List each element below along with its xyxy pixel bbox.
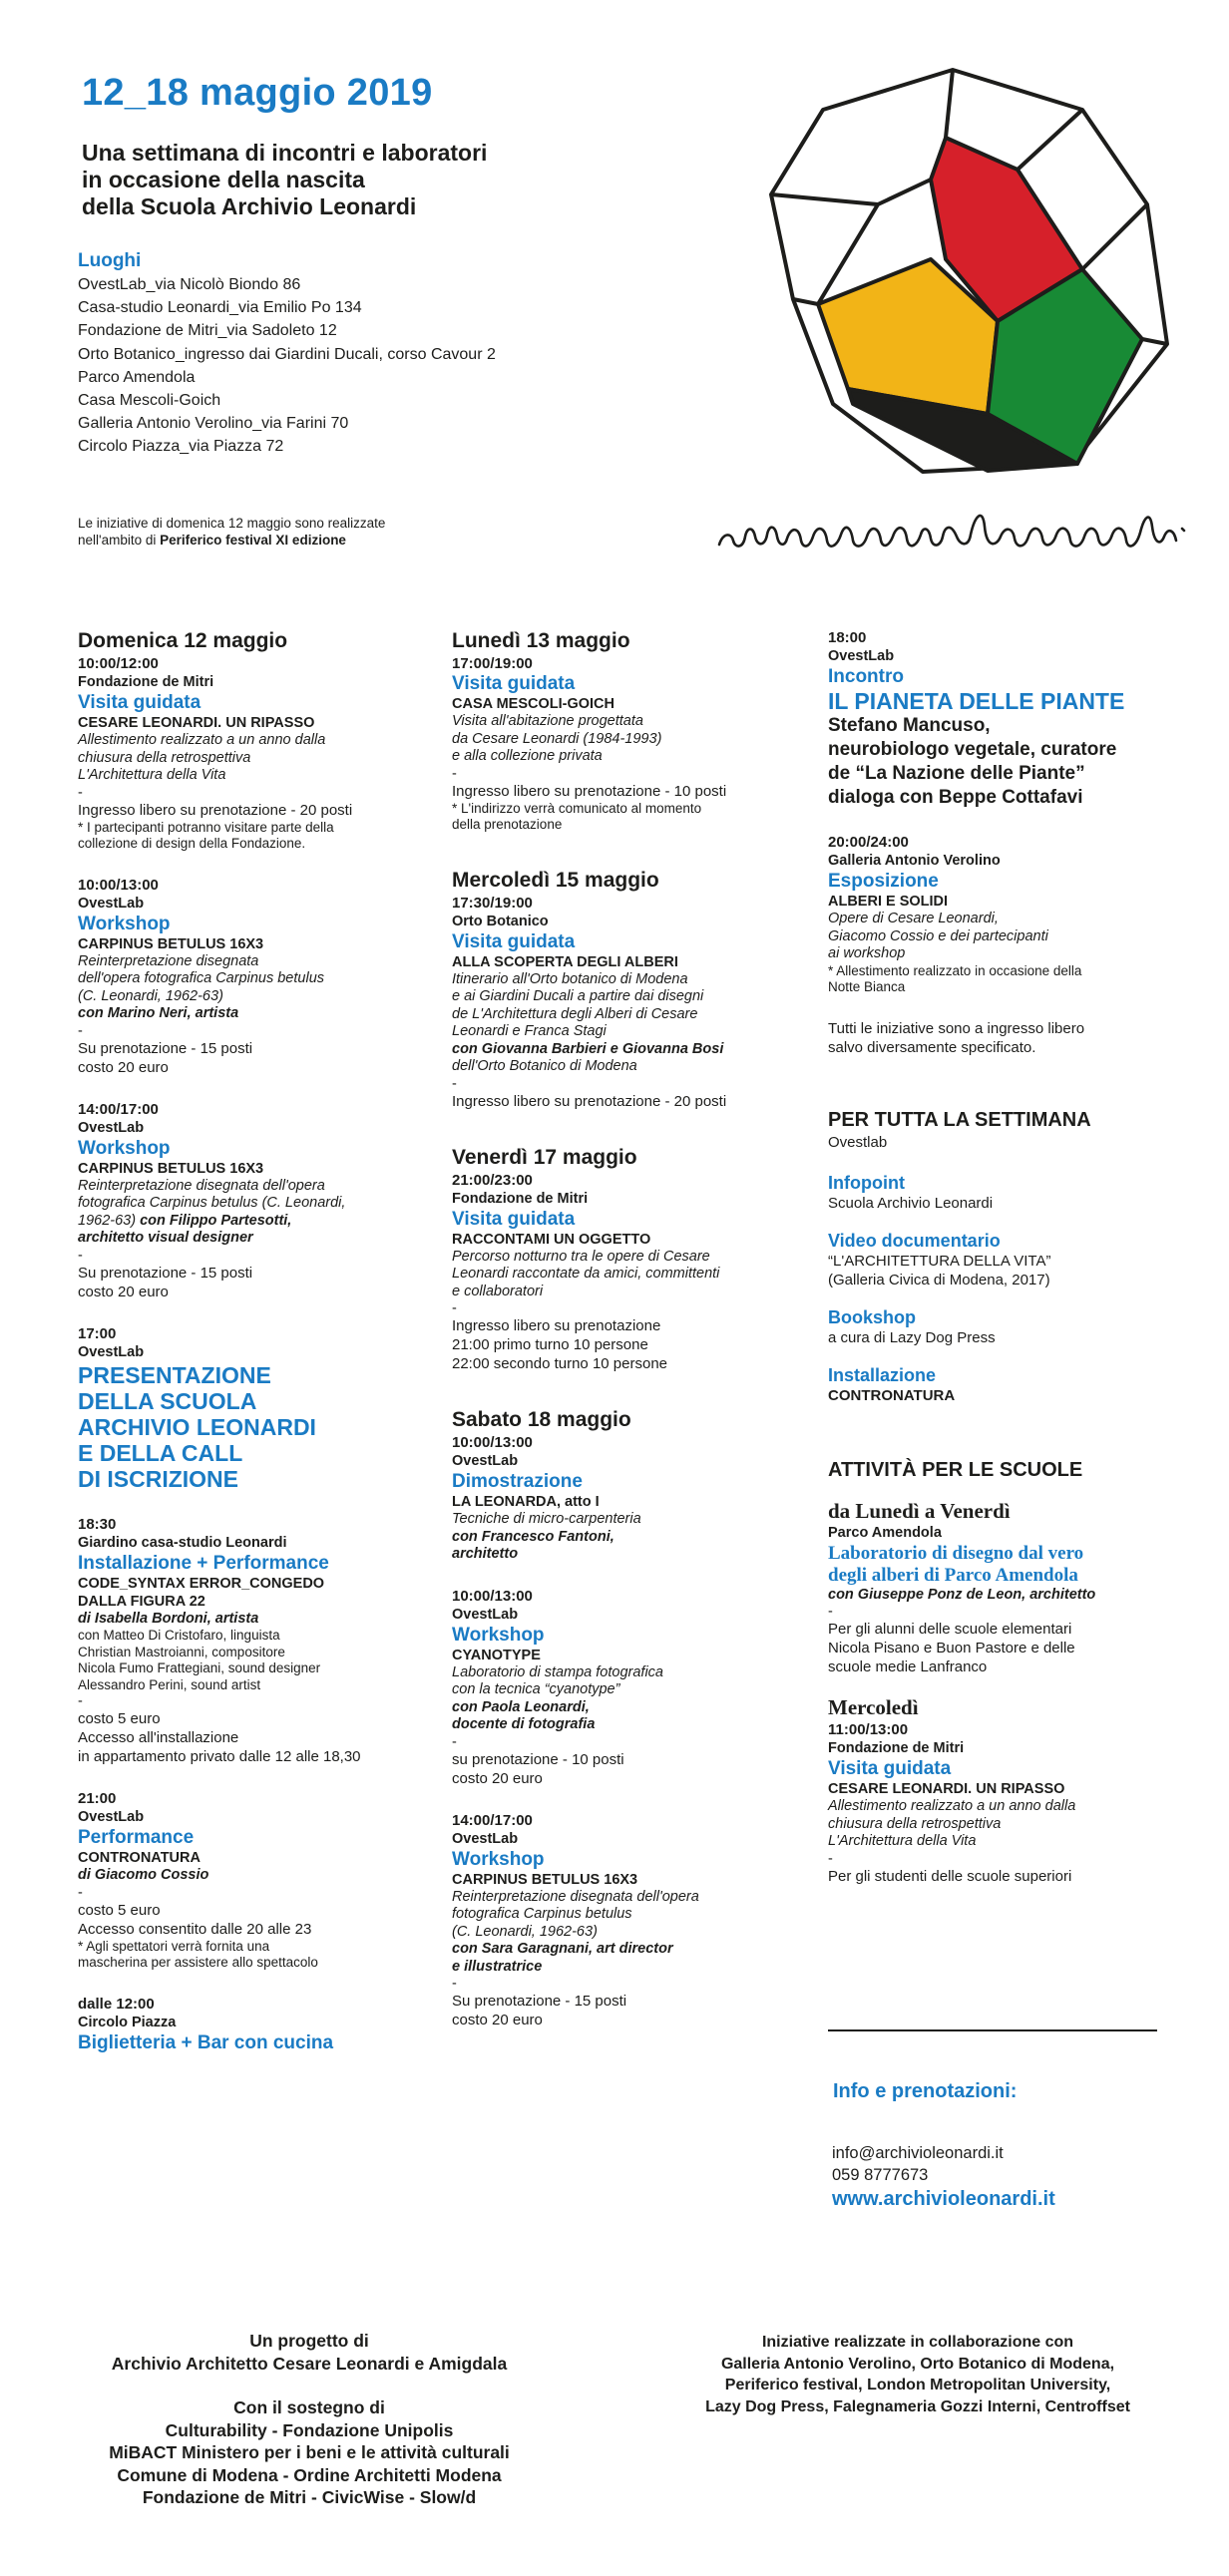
credit-line: Culturability - Fondazione Unipolis [165, 2419, 454, 2440]
event-type: Biglietteria + Bar con cucina [78, 2031, 334, 2053]
event-byline: con Giuseppe Ponz de Leon, architetto [828, 1586, 1096, 1603]
spacer [60, 2375, 559, 2396]
event-info: in appartamento privato dalle 12 alle 18,30 [78, 1748, 361, 1765]
week-item [828, 1306, 1187, 1347]
school-event [828, 1694, 1187, 1886]
credit-line: Periferico festival, London Metropolitan University, [724, 2377, 1111, 2393]
event [78, 654, 422, 853]
event-desc: chiusura della retrospettiva [828, 1815, 1002, 1832]
event-time: 14:00/17:00 [452, 1811, 533, 1829]
event-title: CYANOTYPE [452, 1647, 541, 1663]
event-speaker: Stefano Mancuso, [828, 715, 991, 736]
week-item-text: Scuola Archivio Leonardi [828, 1194, 994, 1212]
event-byline: di Isabella Bordoni, artista [78, 1610, 259, 1627]
event-type: Visita guidata [828, 1758, 952, 1779]
event-place: Circolo Piazza [78, 2014, 177, 2030]
event-note: mascherina per assistere allo spettacolo [78, 1955, 318, 1970]
column-weekdays [452, 628, 791, 2052]
event-info: costo 20 euro [78, 1283, 169, 1300]
separator-dash: - [78, 1884, 83, 1901]
event-byline: docente di fotografia [452, 1716, 596, 1732]
separator-dash: - [78, 1247, 83, 1264]
free-entry-note [828, 1019, 1187, 1057]
event-title: RACCONTAMI UN OGGETTO [452, 1231, 651, 1248]
event-desc: da Cesare Leonardi (1984-1993) [452, 730, 662, 747]
venue-item: Circolo Piazza_via Piazza 72 [78, 438, 284, 456]
event-type: Performance [78, 1827, 195, 1848]
event-info: Per gli studenti delle scuole superiori [828, 1867, 1072, 1885]
separator-dash: - [452, 1733, 457, 1750]
event-desc: (C. Leonardi, 1962-63) [78, 987, 223, 1004]
subtitle-line: Una settimana di incontri e laboratori [82, 140, 488, 166]
event-place: Galleria Antonio Verolino [828, 853, 1001, 869]
venue-item: Parco Amendola [78, 368, 196, 386]
event-desc: Opere di Cesare Leonardi, [828, 911, 999, 926]
week-item-text: “L'ARCHITETTURA DELLA VITA” [828, 1252, 1051, 1270]
event-type: Visita guidata [452, 1208, 576, 1230]
credit-line: Galleria Antonio Verolino, Orto Botanico di Modena, [720, 2355, 1115, 2373]
note-line: salvo diversamente specificato. [828, 1038, 1036, 1056]
note-line: Tutti le iniziative sono a ingresso libero [828, 1019, 1085, 1037]
event-title: CODE_SYNTAX ERROR_CONGEDO [78, 1575, 325, 1592]
note-text: nell'ambito di [78, 533, 161, 548]
event-title: Laboratorio di disegno dal vero [828, 1542, 1084, 1564]
event-desc: ai workshop [828, 945, 906, 961]
event-subtitle [82, 140, 640, 220]
credits-left [60, 2330, 559, 2509]
separator-dash: - [828, 1604, 833, 1620]
event-desc: dell'Orto Botanico di Modena [452, 1058, 637, 1074]
event-desc: L'Architettura della Vita [78, 767, 226, 783]
credit-line: Lazy Dog Press, Falegnameria Gozzi Interni, Centroffset [705, 2397, 1130, 2415]
event-byline: con Sara Garagnani, art director [452, 1941, 673, 1957]
separator-dash: - [452, 1976, 457, 1992]
event-place: Giardino casa-studio Leonardi [78, 1534, 287, 1551]
event [78, 1789, 422, 1972]
event-info: Su prenotazione - 15 posti [452, 1993, 627, 2010]
venue-item: Casa-studio Leonardi_via Emilio Po 134 [78, 299, 362, 317]
credit-line: Con il sostegno di [233, 2397, 385, 2417]
event-title: CARPINUS BETULUS 16X3 [452, 1871, 638, 1888]
event-desc: Leonardi raccontate da amici, committenti [452, 1266, 720, 1282]
event-note: della prenotazione [452, 817, 563, 832]
credit-line: Comune di Modena - Ordine Architetti Modena [117, 2464, 502, 2485]
event [78, 1995, 422, 2054]
event-byline: con Giovanna Barbieri e Giovanna Bosi [452, 1040, 724, 1057]
event-info: costo 20 euro [452, 2012, 543, 2028]
event-desc: Allestimento realizzato a un anno dalla [78, 732, 326, 748]
event [452, 1811, 791, 2030]
event-byline: con Paola Leonardi, [452, 1698, 590, 1715]
contact-email[interactable]: info@archivioleonardi.it [832, 2144, 1004, 2162]
event-title: CESARE LEONARDI. UN RIPASSO [78, 715, 315, 731]
week-item [828, 1172, 1187, 1213]
event-byline: con Filippo Partesotti, [140, 1212, 292, 1229]
venue-item: Casa Mescoli-Goich [78, 392, 221, 410]
week-item-type: Bookshop [828, 1306, 916, 1327]
event-info: 22:00 secondo turno 10 persone [452, 1355, 667, 1372]
event-type: Visita guidata [452, 930, 576, 952]
dodecahedron-logo-icon [753, 60, 1172, 489]
day-heading: Sabato 18 maggio [452, 1408, 631, 1431]
event-place: OvestLab [452, 1830, 519, 1847]
event-time: 18:30 [78, 1515, 117, 1533]
school-event [828, 1498, 1187, 1677]
note-line [78, 532, 497, 549]
event-type: Dimostrazione [452, 1471, 583, 1492]
event [452, 654, 791, 834]
event-desc: dell'opera fotografica Carpinus betulus [78, 970, 325, 986]
event [78, 1324, 422, 1492]
festival-name: Periferico festival XI edizione [160, 533, 346, 548]
event-speaker: dialoga con Beppe Cottafavi [828, 787, 1083, 808]
column-sunday [78, 628, 422, 2077]
separator-dash: - [452, 765, 457, 782]
event-desc: fotografica Carpinus betulus [452, 1906, 632, 1922]
event-title: CARPINUS BETULUS 16X3 [78, 935, 264, 952]
event-time: 11:00/13:00 [828, 1721, 909, 1738]
event-speaker: de “La Nazione delle Piante” [828, 763, 1085, 784]
event-desc-text: 1962-63) [78, 1212, 141, 1229]
event-place: Fondazione de Mitri [78, 674, 214, 690]
separator-dash: - [452, 1300, 457, 1316]
contact-website[interactable]: www.archivioleonardi.it [832, 2188, 1055, 2210]
event-time: 18:00 [828, 629, 867, 646]
event-byline: e illustratrice [452, 1958, 543, 1975]
credit-line: MiBACT Ministero per i beni e le attività culturali [109, 2442, 510, 2462]
event-place: OvestLab [78, 1809, 145, 1825]
event-byline: di Giacomo Cossio [78, 1867, 209, 1883]
subtitle-line: in occasione della nascita [82, 167, 365, 192]
event-place: Parco Amendola [828, 1524, 942, 1541]
divider [828, 2029, 1157, 2031]
event-place: Orto Botanico [452, 913, 549, 929]
event-time: 17:00 [78, 1324, 117, 1342]
event-credit: Christian Mastroianni, compositore [78, 1644, 285, 1659]
event-info: Ingresso libero su prenotazione - 20 posti [78, 801, 353, 819]
separator-dash: - [452, 1075, 457, 1092]
week-item-text: a cura di Lazy Dog Press [828, 1328, 996, 1346]
event-place: Fondazione de Mitri [828, 1740, 965, 1756]
event-info: costo 5 euro [78, 1710, 161, 1727]
event-desc: chiusura della retrospettiva [78, 749, 251, 766]
event-desc: Percorso notturno tra le opere di Cesare [452, 1248, 710, 1265]
venue-item: OvestLab_via Nicolò Biondo 86 [78, 276, 301, 293]
contact-block [832, 2142, 1055, 2212]
event-note: Notte Bianca [828, 979, 906, 994]
credit-line: Fondazione de Mitri - CivicWise - Slow/d [142, 2487, 477, 2507]
event-desc: fotografica Carpinus betulus (C. Leonardi, [78, 1195, 346, 1211]
event-desc: Reinterpretazione disegnata dell'opera [78, 1177, 325, 1194]
event-type: Visita guidata [452, 673, 576, 694]
event-type: Installazione + Performance [78, 1552, 329, 1574]
week-item-type: Video documentario [828, 1230, 1001, 1251]
event-title: DALLA FIGURA 22 [78, 1593, 205, 1610]
event-info: 21:00 primo turno 10 persone [452, 1336, 648, 1353]
event-time: 17:30/19:00 [452, 894, 533, 912]
event-info: Ingresso libero su prenotazione - 20 posti [452, 1092, 727, 1110]
section-place: Ovestlab [828, 1133, 888, 1151]
event-desc: Laboratorio di stampa fotografica [452, 1663, 663, 1680]
day-heading: da Lunedì a Venerdì [828, 1498, 1011, 1523]
event-info: Ingresso libero su prenotazione - 10 posti [452, 782, 727, 800]
event [452, 894, 791, 1111]
event-title: LA LEONARDA, atto I [452, 1494, 600, 1510]
event-credit: con Matteo Di Cristofaro, linguista [78, 1628, 280, 1643]
event-desc: Visita all'abitazione progettata [452, 713, 643, 729]
event-place: OvestLab [828, 648, 895, 664]
event-note: * L'indirizzo verrà comunicato al momento [452, 800, 702, 816]
event-desc: L'Architettura della Vita [828, 1833, 977, 1849]
event-time: dalle 12:00 [78, 1995, 155, 2013]
event-place: Fondazione de Mitri [452, 1190, 589, 1207]
event-info: Nicola Pisano e Buon Pastore e delle [828, 1640, 1075, 1656]
separator-dash: - [78, 1693, 83, 1709]
event-title-big: DI ISCRIZIONE [78, 1465, 239, 1492]
event-type: Esposizione [828, 871, 939, 892]
event-title: CASA MESCOLI-GOICH [452, 696, 614, 712]
week-item-text: CONTRONATURA [828, 1386, 956, 1404]
event-time: 10:00/12:00 [78, 655, 159, 672]
event-title: CARPINUS BETULUS 16X3 [78, 1160, 264, 1177]
event-desc: (C. Leonardi, 1962-63) [452, 1923, 598, 1940]
event-info: costo 5 euro [78, 1901, 161, 1919]
event-info: scuole medie Lanfranco [828, 1658, 988, 1675]
event-credit: Nicola Fumo Frattegiani, sound designer [78, 1660, 321, 1675]
credits-right [658, 2332, 1177, 2417]
event-note: collezione di design della Fondazione. [78, 836, 306, 851]
venues-list [78, 249, 676, 459]
event [78, 876, 422, 1077]
section-heading: ATTIVITÀ PER LE SCUOLE [828, 1458, 1083, 1481]
event-time: 10:00/13:00 [78, 876, 159, 894]
venue-item: Galleria Antonio Verolino_via Farini 70 [78, 415, 349, 433]
event-desc: de L'Architettura degli Alberi di Cesare [452, 1005, 698, 1022]
event-byline: architetto visual designer [78, 1230, 253, 1246]
event-desc: Reinterpretazione disegnata dell'opera [452, 1888, 699, 1905]
event-desc: Giacomo Cossio e dei partecipanti [828, 927, 1048, 944]
schools-section [828, 1457, 1187, 1886]
event [78, 1100, 422, 1301]
event-title: degli alberi di Parco Amendola [828, 1564, 1078, 1586]
event-speaker: neurobiologo vegetale, curatore [828, 739, 1117, 760]
credit-line: Un progetto di [249, 2331, 369, 2351]
venues-heading: Luoghi [78, 250, 142, 271]
column-extra [828, 628, 1187, 1886]
event-info: Su prenotazione - 15 posti [78, 1264, 253, 1282]
event-type: Workshop [452, 1848, 545, 1870]
week-item [828, 1230, 1187, 1289]
event [452, 1587, 791, 1788]
event-place: OvestLab [452, 1606, 519, 1623]
event-time: 10:00/13:00 [452, 1587, 533, 1605]
periferico-note [78, 515, 497, 549]
event-desc: e ai Giardini Ducali a partire dai disegni [452, 988, 704, 1004]
event-title-big: E DELLA CALL [78, 1439, 243, 1466]
event-time: 21:00 [78, 1790, 117, 1807]
week-item-type: Installazione [828, 1364, 937, 1385]
event [78, 1515, 422, 1767]
event-title: ALLA SCOPERTA DEGLI ALBERI [452, 953, 678, 970]
event-title-big: ARCHIVIO LEONARDI [78, 1413, 316, 1440]
event [828, 833, 1187, 996]
day-heading: Mercoledì [828, 1695, 919, 1719]
event-type: Incontro [828, 666, 904, 687]
event-desc: con la tecnica “cyanotype” [452, 1681, 620, 1697]
event-info: Accesso all'installazione [78, 1729, 239, 1746]
event-place: OvestLab [452, 1453, 519, 1469]
event [452, 1171, 791, 1374]
event-note: * Allestimento realizzato in occasione della [828, 962, 1082, 978]
event-place: OvestLab [78, 1343, 145, 1360]
event-info: costo 20 euro [452, 1769, 543, 1787]
event [452, 1433, 791, 1564]
week-item [828, 1364, 1187, 1405]
day-heading: Domenica 12 maggio [78, 629, 288, 652]
week-item-type: Infopoint [828, 1172, 905, 1193]
signature-wordmark [713, 497, 1192, 566]
event [828, 628, 1187, 810]
section-heading: PER TUTTA LA SETTIMANA [828, 1108, 1091, 1131]
venue-item: Orto Botanico_ingresso dai Giardini Ducali, corso Cavour 2 [78, 345, 496, 363]
separator-dash: - [828, 1850, 833, 1867]
event-info: Ingresso libero su prenotazione [452, 1317, 661, 1334]
event-info: Per gli alunni delle scuole elementari [828, 1621, 1072, 1638]
day-heading: Mercoledì 15 maggio [452, 868, 659, 892]
event-title-big: DELLA SCUOLA [78, 1387, 257, 1414]
day-heading: Lunedì 13 maggio [452, 629, 630, 652]
note-line: Le iniziative di domenica 12 maggio sono realizzate [78, 516, 386, 531]
event-time: 14:00/17:00 [78, 1100, 159, 1118]
event-byline: architetto [452, 1546, 519, 1562]
event-time: 20:00/24:00 [828, 834, 909, 851]
credit-line: Iniziative realizzate in collaborazione con [761, 2334, 1074, 2351]
event-type: Workshop [452, 1624, 545, 1646]
event-desc: e collaboratori [452, 1283, 544, 1299]
event-time: 21:00/23:00 [452, 1171, 533, 1189]
credit-line: Archivio Architetto Cesare Leonardi e Amigdala [111, 2353, 508, 2374]
week-item-text: (Galleria Civica di Modena, 2017) [828, 1271, 1050, 1288]
event-credit: Alessandro Perini, sound artist [78, 1676, 261, 1692]
event-note: * Agli spettatori verrà fornita una [78, 1938, 270, 1954]
event-place: OvestLab [78, 895, 145, 912]
event-desc: Reinterpretazione disegnata [78, 952, 259, 969]
event-desc: e alla collezione privata [452, 748, 603, 764]
event-desc: Tecniche di micro-carpenteria [452, 1511, 641, 1527]
event-info: Su prenotazione - 15 posti [78, 1039, 253, 1057]
event-dates: 12_18 maggio 2019 [82, 72, 433, 114]
event-byline: con Marino Neri, artista [78, 1005, 239, 1021]
week-section [828, 1107, 1187, 1405]
event-desc: Leonardi e Franca Stagi [452, 1023, 607, 1039]
subtitle-line: della Scuola Archivio Leonardi [82, 193, 417, 219]
event-type: Visita guidata [78, 692, 202, 713]
separator-dash: - [78, 784, 83, 801]
event-title: CESARE LEONARDI. UN RIPASSO [828, 1781, 1065, 1797]
event-title-big: PRESENTAZIONE [78, 1361, 271, 1388]
event-desc: Allestimento realizzato a un anno dalla [828, 1798, 1076, 1814]
event-title-big: IL PIANETA DELLE PIANTE [828, 688, 1125, 714]
event-type: Workshop [78, 913, 171, 934]
event-place: OvestLab [78, 1119, 145, 1136]
event-time: 17:00/19:00 [452, 655, 533, 672]
event-byline: con Francesco Fantoni, [452, 1528, 614, 1545]
event-title: ALBERI E SOLIDI [828, 894, 949, 910]
contact-phone[interactable]: 059 8777673 [832, 2166, 929, 2184]
separator-dash: - [78, 1022, 83, 1039]
contact-heading: Info e prenotazioni: [833, 2080, 1018, 2102]
event-time: 10:00/13:00 [452, 1434, 533, 1451]
venue-item: Fondazione de Mitri_via Sadoleto 12 [78, 322, 337, 340]
event-info: su prenotazione - 10 posti [452, 1750, 624, 1768]
event-title: CONTRONATURA [78, 1850, 201, 1866]
event-desc [78, 1213, 422, 1231]
event-info: costo 20 euro [78, 1058, 169, 1076]
event-note: * I partecipanti potranno visitare parte della [78, 819, 334, 835]
event-desc: Itinerario all'Orto botanico di Modena [452, 970, 688, 987]
event-info: Accesso consentito dalle 20 alle 23 [78, 1920, 312, 1938]
event-type: Workshop [78, 1137, 171, 1159]
day-heading: Venerdì 17 maggio [452, 1145, 637, 1169]
